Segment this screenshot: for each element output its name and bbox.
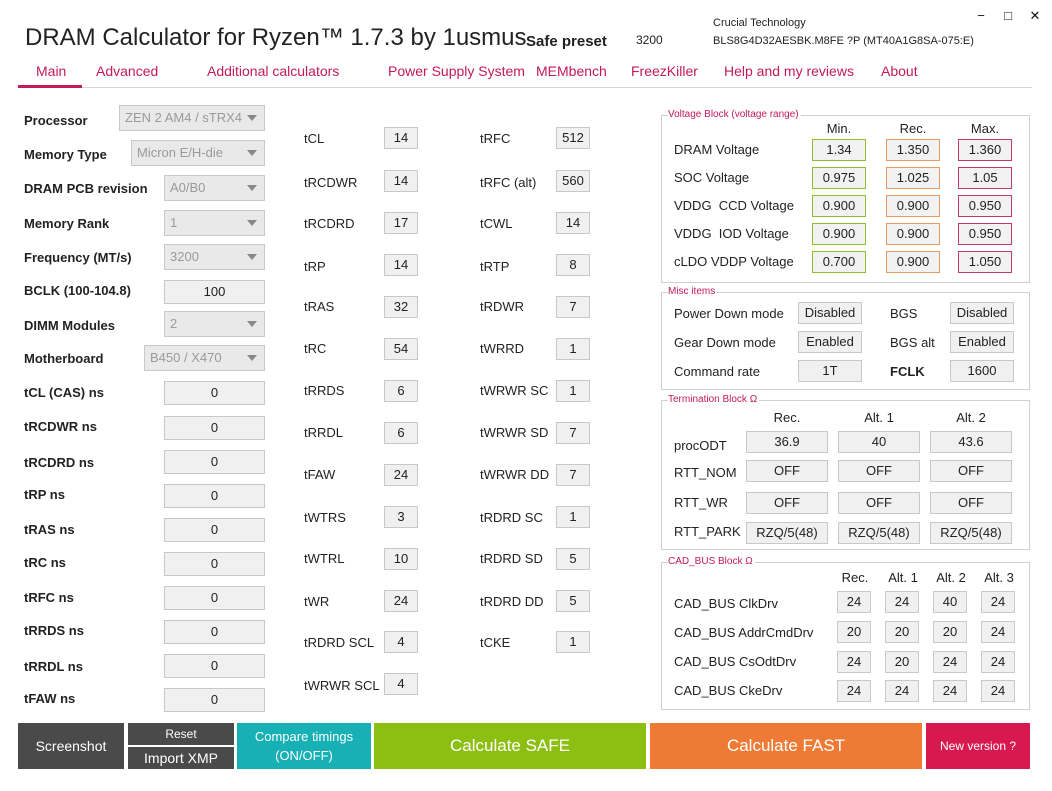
procodt-rec[interactable]: 36.9: [746, 431, 828, 453]
chevron-down-icon: [247, 150, 257, 156]
soc-voltage-label: SOC Voltage: [674, 170, 750, 185]
timing-label: tRDRD SC: [480, 510, 543, 525]
tras-ns-input[interactable]: 0: [164, 518, 265, 542]
timing-label: tRRDL: [304, 425, 344, 440]
timing-label: tRTP: [480, 259, 510, 274]
reset-button[interactable]: Reset: [128, 723, 234, 745]
chevron-down-icon: [247, 185, 257, 191]
tcl-ns-input[interactable]: 0: [164, 381, 265, 405]
cadbus-header-alt1: Alt. 1: [888, 570, 918, 585]
gear-down-mode-label: Gear Down mode: [674, 335, 776, 350]
timing-label: tFAW: [304, 467, 336, 482]
compare-timings-label: Compare timings: [254, 729, 354, 744]
timing-label: tCKE: [480, 635, 511, 650]
frequency-label: Frequency (MT/s): [24, 250, 132, 265]
timing-tcl-input[interactable]: 14: [384, 127, 418, 149]
timing-label: tCL: [304, 131, 325, 146]
cadbus-addrcmddrv-label: CAD_BUS AddrCmdDrv: [674, 625, 814, 640]
timing-label: tRCDWR: [304, 175, 358, 190]
frequency-value: 3200: [170, 249, 199, 264]
bgs-alt-value[interactable]: Enabled: [950, 331, 1014, 353]
chevron-down-icon: [247, 321, 257, 327]
app-title: DRAM Calculator for Ryzen™ 1.7.3 by 1usmus: [25, 24, 527, 51]
tab-main[interactable]: Main: [36, 63, 67, 79]
fclk-value[interactable]: 1600: [950, 360, 1014, 382]
cadbus-csodtdrv-alt1[interactable]: 20: [885, 651, 919, 673]
timing-label: tWRWR SD: [480, 425, 549, 440]
preset-value: 3200: [636, 33, 663, 47]
trfc-ns-label: tRFC ns: [24, 590, 74, 605]
timing-label: tWTRL: [304, 551, 345, 566]
power-down-mode-value[interactable]: Disabled: [798, 302, 862, 324]
timing-trdrd-scl-input[interactable]: 4: [384, 631, 418, 653]
trrds-ns-label: tRRDS ns: [24, 623, 84, 638]
cadbus-addrcmddrv-alt3[interactable]: 24: [981, 621, 1015, 643]
timing-tras-input[interactable]: 32: [384, 296, 418, 318]
memory-type-value: Micron E/H-die: [137, 145, 223, 160]
tab-advanced[interactable]: Advanced: [96, 63, 159, 79]
dimm-modules-select[interactable]: [164, 311, 265, 337]
cadbus-clkdrv-alt1[interactable]: 24: [885, 591, 919, 613]
timing-trcdwr-input[interactable]: 14: [384, 170, 418, 192]
screenshot-button[interactable]: Screenshot: [18, 723, 124, 769]
cadbus-clkdrv-alt2[interactable]: 40: [933, 591, 967, 613]
voltage-header-max: Max.: [970, 121, 1000, 136]
vddg-iod-voltage-label: VDDG IOD Voltage: [674, 226, 789, 241]
tfaw-ns-input[interactable]: 0: [164, 688, 265, 712]
tfaw-ns-label: tFAW ns: [24, 691, 76, 706]
timing-trrdl-input[interactable]: 6: [384, 422, 418, 444]
vddg-iod-voltage-max[interactable]: 0.950: [958, 223, 1012, 245]
tcl-ns-label: tCL (CAS) ns: [24, 385, 104, 400]
timing-label: tRFC (alt): [480, 175, 537, 190]
cadbus-block-title: CAD_BUS Block Ω: [668, 556, 753, 567]
timing-label: tRDRD DD: [480, 594, 544, 609]
bgs-label: BGS: [890, 306, 918, 321]
trfc-ns-input[interactable]: 0: [164, 586, 265, 610]
timing-label: tCWL: [480, 216, 513, 231]
power-down-mode-label: Power Down mode: [674, 306, 784, 321]
rtt-nom-rec[interactable]: OFF: [746, 460, 828, 482]
cadbus-addrcmddrv-rec[interactable]: 20: [837, 621, 871, 643]
timing-label: tWTRS: [304, 510, 346, 525]
trc-ns-input[interactable]: 0: [164, 552, 265, 576]
soc-voltage-max[interactable]: 1.05: [958, 167, 1012, 189]
fclk-label: FCLK: [890, 364, 925, 379]
processor-label: Processor: [24, 113, 88, 128]
timing-label: tWRWR SCL: [304, 678, 380, 693]
timing-twtrs-input[interactable]: 3: [384, 506, 418, 528]
termination-header-alt1: Alt. 1: [864, 410, 894, 425]
vddg-iod-voltage-rec[interactable]: 0.900: [886, 223, 940, 245]
timing-label: tRCDRD: [304, 216, 355, 231]
timing-label: tRC: [304, 341, 327, 356]
trrdl-ns-input[interactable]: 0: [164, 654, 265, 678]
cadbus-ckedrv-alt2[interactable]: 24: [933, 680, 967, 702]
cadbus-csodtdrv-label: CAD_BUS CsOdtDrv: [674, 654, 797, 669]
trcdwr-ns-label: tRCDWR ns: [24, 419, 97, 434]
cadbus-csodtdrv-rec[interactable]: 24: [837, 651, 871, 673]
misc-block-title: Misc items: [668, 286, 716, 297]
timing-trdwr-input[interactable]: 7: [556, 296, 590, 318]
tab-about[interactable]: About: [881, 63, 918, 79]
preset-label: Safe preset: [526, 33, 607, 50]
trp-ns-label: tRP ns: [24, 487, 65, 502]
cldo-vddp-voltage-label: cLDO VDDP Voltage: [674, 254, 794, 269]
rtt-park-alt2[interactable]: RZQ/5(48): [930, 522, 1012, 544]
timing-label: tWRRD: [480, 341, 525, 356]
vddg-ccd-voltage-min[interactable]: 0.900: [812, 195, 866, 217]
rtt-wr-alt1[interactable]: OFF: [838, 492, 920, 514]
memory-rank-label: Memory Rank: [24, 216, 110, 231]
rtt-wr-rec[interactable]: OFF: [746, 492, 828, 514]
command-rate-value[interactable]: 1T: [798, 360, 862, 382]
cadbus-header-alt2: Alt. 2: [936, 570, 966, 585]
timing-trc-input[interactable]: 54: [384, 338, 418, 360]
motherboard-value: B450 / X470: [150, 350, 222, 365]
timing-label: tRRDS: [304, 383, 345, 398]
dram-voltage-max[interactable]: 1.360: [958, 139, 1012, 161]
cadbus-ckedrv-rec[interactable]: 24: [837, 680, 871, 702]
timing-twrwr-sc-input[interactable]: 1: [556, 380, 590, 402]
bclk-input[interactable]: 100: [164, 280, 265, 304]
timing-trdrd-dd-input[interactable]: 5: [556, 590, 590, 612]
frequency-select[interactable]: [164, 244, 265, 270]
command-rate-label: Command rate: [674, 364, 760, 379]
termination-header-rec: Rec.: [773, 410, 801, 425]
timing-label: tWRWR SC: [480, 383, 549, 398]
vddg-ccd-voltage-label: VDDG CCD Voltage: [674, 198, 794, 213]
timing-tfaw-input[interactable]: 24: [384, 464, 418, 486]
timing-label: tRDWR: [480, 299, 525, 314]
cadbus-ckedrv-label: CAD_BUS CkeDrv: [674, 683, 783, 698]
timing-label: tRP: [304, 259, 326, 274]
memory-manufacturer: Crucial Technology: [713, 17, 806, 29]
compare-timings-sublabel: (ON/OFF): [275, 748, 333, 763]
tab-additional-calculators[interactable]: Additional calculators: [207, 63, 340, 79]
timing-trrds-input[interactable]: 6: [384, 380, 418, 402]
timing-twrwr-dd-input[interactable]: 7: [556, 464, 590, 486]
chevron-down-icon: [247, 220, 257, 226]
trp-ns-input[interactable]: 0: [164, 484, 265, 508]
tab-help-and-reviews[interactable]: Help and my reviews: [724, 63, 854, 79]
soc-voltage-min[interactable]: 0.975: [812, 167, 866, 189]
chevron-down-icon: [247, 115, 257, 121]
timing-twr-input[interactable]: 24: [384, 590, 418, 612]
memory-rank-value: 1: [170, 215, 178, 230]
calculate-fast-button[interactable]: Calculate FAST: [650, 723, 922, 769]
compare-timings-button[interactable]: [237, 723, 371, 769]
dram-voltage-rec[interactable]: 1.350: [886, 139, 940, 161]
timing-trdrd-sd-input[interactable]: 5: [556, 548, 590, 570]
rtt-wr-label: RTT_WR: [674, 495, 728, 510]
pcb-revision-label: DRAM PCB revision: [24, 181, 148, 196]
timing-tcke-input[interactable]: 1: [556, 631, 590, 653]
rtt-park-alt1[interactable]: RZQ/5(48): [838, 522, 920, 544]
memory-part-number: BLS8G4D32AESBK.M8FE ?P (MT40A1G8SA-075:E): [713, 35, 974, 47]
termination-block-title: Termination Block Ω: [668, 394, 758, 405]
memory-type-select[interactable]: [131, 140, 265, 166]
voltage-block-title: Voltage Block (voltage range): [668, 109, 799, 120]
timing-twtrl-input[interactable]: 10: [384, 548, 418, 570]
dimm-modules-label: DIMM Modules: [24, 318, 115, 333]
trrds-ns-input[interactable]: 0: [164, 620, 265, 644]
bgs-alt-label: BGS alt: [890, 335, 935, 350]
memory-rank-select[interactable]: [164, 210, 265, 236]
cadbus-clkdrv-alt3[interactable]: 24: [981, 591, 1015, 613]
import-xmp-button[interactable]: Import XMP: [128, 747, 234, 769]
trc-ns-label: tRC ns: [24, 555, 66, 570]
cadbus-ckedrv-alt3[interactable]: 24: [981, 680, 1015, 702]
voltage-header-min: Min.: [826, 121, 852, 136]
rtt-park-label: RTT_PARK: [674, 524, 741, 539]
calculate-safe-button[interactable]: Calculate SAFE: [374, 723, 646, 769]
processor-value: ZEN 2 AM4 / sTRX4: [125, 110, 243, 125]
procodt-label: procODT: [674, 438, 727, 453]
cadbus-csodtdrv-alt3[interactable]: 24: [981, 651, 1015, 673]
dram-voltage-label: DRAM Voltage: [674, 142, 760, 157]
timing-label: tRDRD SD: [480, 551, 543, 566]
rtt-park-rec[interactable]: RZQ/5(48): [746, 522, 828, 544]
chevron-down-icon: [247, 355, 257, 361]
chevron-down-icon: [247, 254, 257, 260]
timing-label: tRFC: [480, 131, 511, 146]
tab-freezkiller[interactable]: FreezKiller: [631, 63, 698, 79]
rtt-nom-label: RTT_NOM: [674, 465, 737, 480]
cldo-vddp-voltage-rec[interactable]: 0.900: [886, 251, 940, 273]
rtt-wr-alt2[interactable]: OFF: [930, 492, 1012, 514]
motherboard-select[interactable]: [144, 345, 265, 371]
termination-header-alt2: Alt. 2: [956, 410, 986, 425]
processor-select[interactable]: [119, 105, 265, 131]
maximize-icon[interactable]: □: [1004, 8, 1012, 23]
pcb-revision-value: A0/B0: [170, 180, 206, 195]
soc-voltage-rec[interactable]: 1.025: [886, 167, 940, 189]
timing-tcwl-input[interactable]: 14: [556, 212, 590, 234]
timing-trcdrd-input[interactable]: 17: [384, 212, 418, 234]
vddg-ccd-voltage-rec[interactable]: 0.900: [886, 195, 940, 217]
timing-trfc-alt-input[interactable]: 560: [556, 170, 590, 192]
pcb-revision-select[interactable]: [164, 175, 265, 201]
dram-voltage-min[interactable]: 1.34: [812, 139, 866, 161]
timing-label: tWR: [304, 594, 330, 609]
tab-membench[interactable]: MEMbench: [536, 63, 607, 79]
timing-trtp-input[interactable]: 8: [556, 254, 590, 276]
cadbus-addrcmddrv-alt1[interactable]: 20: [885, 621, 919, 643]
tab-power-supply-system[interactable]: Power Supply System: [388, 63, 525, 79]
cadbus-clkdrv-label: CAD_BUS ClkDrv: [674, 596, 779, 611]
gear-down-mode-value[interactable]: Enabled: [798, 331, 862, 353]
procodt-alt2[interactable]: 43.6: [930, 431, 1012, 453]
memory-type-label: Memory Type: [24, 147, 107, 162]
bgs-value[interactable]: Disabled: [950, 302, 1014, 324]
rtt-nom-alt2[interactable]: OFF: [930, 460, 1012, 482]
cldo-vddp-voltage-max[interactable]: 1.050: [958, 251, 1012, 273]
motherboard-label: Motherboard: [24, 351, 104, 366]
bclk-label: BCLK (100-104.8): [24, 283, 131, 298]
tras-ns-label: tRAS ns: [24, 522, 75, 537]
timing-trp-input[interactable]: 14: [384, 254, 418, 276]
voltage-header-rec: Rec.: [899, 121, 927, 136]
procodt-alt1[interactable]: 40: [838, 431, 920, 453]
cadbus-addrcmddrv-alt2[interactable]: 20: [933, 621, 967, 643]
timing-twrrd-input[interactable]: 1: [556, 338, 590, 360]
timing-label: tRDRD SCL: [304, 635, 375, 650]
trrdl-ns-label: tRRDL ns: [24, 659, 83, 674]
timing-trfc-input[interactable]: 512: [556, 127, 590, 149]
vddg-ccd-voltage-max[interactable]: 0.950: [958, 195, 1012, 217]
cadbus-clkdrv-rec[interactable]: 24: [837, 591, 871, 613]
cadbus-header-rec: Rec.: [841, 570, 869, 585]
active-tab-indicator: [18, 85, 82, 88]
cadbus-header-alt3: Alt. 3: [984, 570, 1014, 585]
new-version-button[interactable]: New version ?: [926, 723, 1030, 769]
dimm-modules-value: 2: [170, 316, 178, 331]
cldo-vddp-voltage-min[interactable]: 0.700: [812, 251, 866, 273]
cadbus-csodtdrv-alt2[interactable]: 24: [933, 651, 967, 673]
vddg-iod-voltage-min[interactable]: 0.900: [812, 223, 866, 245]
rtt-nom-alt1[interactable]: OFF: [838, 460, 920, 482]
timing-trdrd-sc-input[interactable]: 1: [556, 506, 590, 528]
tab-divider: [18, 87, 1032, 88]
trcdrd-ns-input[interactable]: 0: [164, 450, 265, 474]
close-icon[interactable]: ✕: [1029, 8, 1041, 23]
timing-twrwr-sd-input[interactable]: 7: [556, 422, 590, 444]
timing-label: tWRWR DD: [480, 467, 550, 482]
timing-label: tRAS: [304, 299, 335, 314]
minimize-icon[interactable]: −: [977, 8, 985, 23]
cadbus-ckedrv-alt1[interactable]: 24: [885, 680, 919, 702]
trcdwr-ns-input[interactable]: 0: [164, 416, 265, 440]
timing-twrwr-scl-input[interactable]: 4: [384, 673, 418, 695]
trcdrd-ns-label: tRCDRD ns: [24, 455, 95, 470]
